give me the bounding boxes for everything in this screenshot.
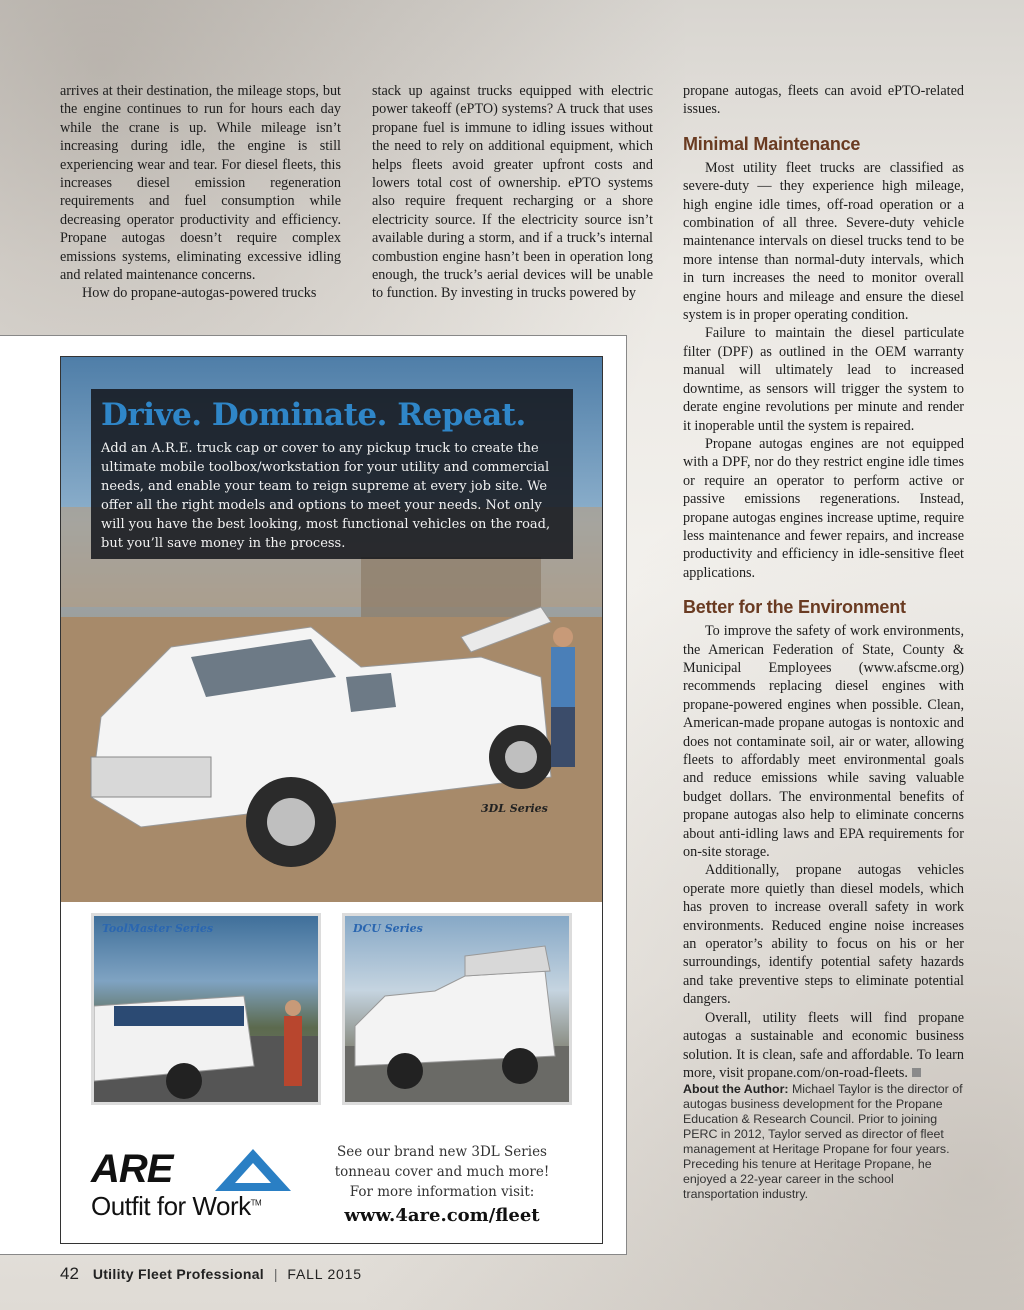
ad-headline-box — [91, 389, 573, 559]
page-footer — [60, 1264, 362, 1284]
section-heading-maintenance: Minimal Maintenance — [683, 133, 861, 154]
ad-body-text: Add an A.R.E. truck cap or cover to any pickup truck to create the ultimate mobile toolbox/workstation for your utility and commercial needs, and enable your team to reign supreme at every job site. We offer all the right models and options to meet your needs. Not only will you have the best looking, most functional vehicles on the road, but you’ll save money in the process. — [101, 441, 551, 551]
paragraph: arrives at their destination, the mileage stops, but the engine continues to run for hours each day while the crane is up. While mileage isn’t increasing during idle, the engine is still experiencing wear and tear. For diesel fleets, this increases diesel emission regeneration requirements and fuel consumption while decreasing operator productivity and efficiency. Propane autogas doesn’t require complex emissions systems, eliminating excessive idling and related maintenance concerns. — [60, 83, 341, 284]
paragraph: propane autogas, fleets can avoid ePTO-related issues. — [683, 83, 964, 118]
logo-slogan — [91, 1191, 261, 1222]
author-text: Michael Taylor is the director of autogas business development for the Propane Education & Research Council. Prior to joining PERC in 2012, Taylor served as director of fleet management at Heritage Propane for four years. Preceding his tenure at Heritage Propane, he enjoyed a 22-year career in the school transportation industry. — [683, 1082, 963, 1202]
series-label-dcu: DCU Series — [353, 922, 423, 935]
publication-name: Utility Fleet Professional — [92, 1266, 264, 1282]
are-triangle-icon — [213, 1147, 293, 1193]
paragraph: Most utility fleet trucks are classified as severe-duty — they experience high mileage, high engine idle times, off-road operation or a combination of all three. Severe-duty vehicle maintenance intervals on diesel trucks tend to be more intense than normal-duty intervals, which in turn increases the need to monitor overall engine hours and mileage and ensure the diesel system is in proper operating condition. — [683, 159, 964, 324]
paragraph: To improve the safety of work environments, the American Federation of State, County & Municipal Employees (www.afscme.org) recommends replacing diesel engines with propane-powered engines when possible. Clean, American-made propane autogas is nontoxic and does not contaminate soil, air or water, allowing fleets to affordably meet environmental goals and reduce emissions while saving valuable budget dollars. The environmental benefits of propane autogas also help to eliminate concerns about anti-idling laws and EPA requirements for on-site storage. — [683, 623, 964, 861]
footer-separator: | — [273, 1266, 278, 1282]
author-label: About the Author: — [683, 1082, 789, 1097]
thumbnail-toolmaster — [91, 913, 321, 1105]
truck-thumbnail-illustration — [94, 916, 318, 1102]
end-mark-icon — [912, 1068, 921, 1077]
paragraph-text: Overall, utility fleets will find propane autogas a sustainable and economic business solution. It is clean, safe and affordable. To learn more, visit propane.com/on-road-fleets. — [683, 1009, 964, 1081]
cta-line: See our brand new 3DL Series — [337, 1144, 547, 1160]
series-label-toolmaster: ToolMaster Series — [102, 922, 214, 935]
ad-url-link[interactable]: www.4are.com/fleet — [344, 1205, 540, 1226]
paragraph: Propane autogas engines are not equipped with a DPF, nor do they restrict engine idle times or require an operator to perform active or passive emissions regenerations. Instead, propane autogas engines increase uptime, require less maintenance and fewer repairs, and increase productivity and efficiency in idle-sensitive fleet applications. — [683, 435, 964, 581]
series-label-3dl: 3DL Series — [481, 802, 548, 815]
ad-headline: Drive. Dominate. Repeat. — [101, 397, 526, 433]
author-bio — [683, 1082, 964, 1202]
slogan-text: Outfit for Work — [91, 1191, 251, 1221]
cta-line: tonneau cover and much more! — [334, 1164, 550, 1180]
issue-label: FALL 2015 — [287, 1266, 362, 1282]
paragraph — [683, 1009, 964, 1083]
paragraph: stack up against trucks equipped with electric power takeoff (ePTO) systems? A truck that uses propane fuel is immune to idling issues without the need to rely on additional equipment, which helps fleets avoid greater upfront costs and lowers total cost of ownership. ePTO systems also require frequent recharging or a shore electricity source. If the electricity source isn’t available during a storm, and if a truck’s internal combustion engine hasn’t been in operation long enough, the truck’s aerial devices will be unable to function. By investing in trucks powered by — [372, 83, 653, 302]
paragraph: How do propane-autogas-powered trucks — [82, 285, 317, 302]
logo-wordmark: ARE — [91, 1147, 173, 1191]
advertisement[interactable] — [60, 356, 603, 1244]
cta-line: For more information visit: — [349, 1184, 535, 1200]
are-logo — [91, 1147, 301, 1227]
ad-hero-photo — [61, 357, 602, 902]
ad-call-to-action — [312, 1142, 572, 1226]
trademark-mark: TM — [250, 1198, 262, 1208]
paragraph: Failure to maintain the diesel particulate filter (DPF) as outlined in the OEM warranty manual will ultimately lead to increased downtime, as sensors will trigger the system to derate engine revolutions per minute and render it inoperable until the system is repaired. — [683, 325, 964, 434]
thumbnail-dcu — [342, 913, 572, 1105]
section-heading-environment: Better for the Environment — [683, 597, 906, 618]
page-number: 42 — [60, 1264, 79, 1283]
article-column-2 — [372, 82, 653, 303]
truck-thumbnail-illustration — [345, 916, 569, 1102]
article-column-1 — [60, 82, 341, 303]
paragraph: Additionally, propane autogas vehicles operate more quietly than diesel models, which has proven to increase overall safety in work environments. Reduced engine noise increases an operator’s ability to focus on his or her surroundings, identify potential safety hazards and take preventive steps to eliminate potential dangers. — [683, 862, 964, 1008]
article-column-3 — [683, 82, 964, 1202]
